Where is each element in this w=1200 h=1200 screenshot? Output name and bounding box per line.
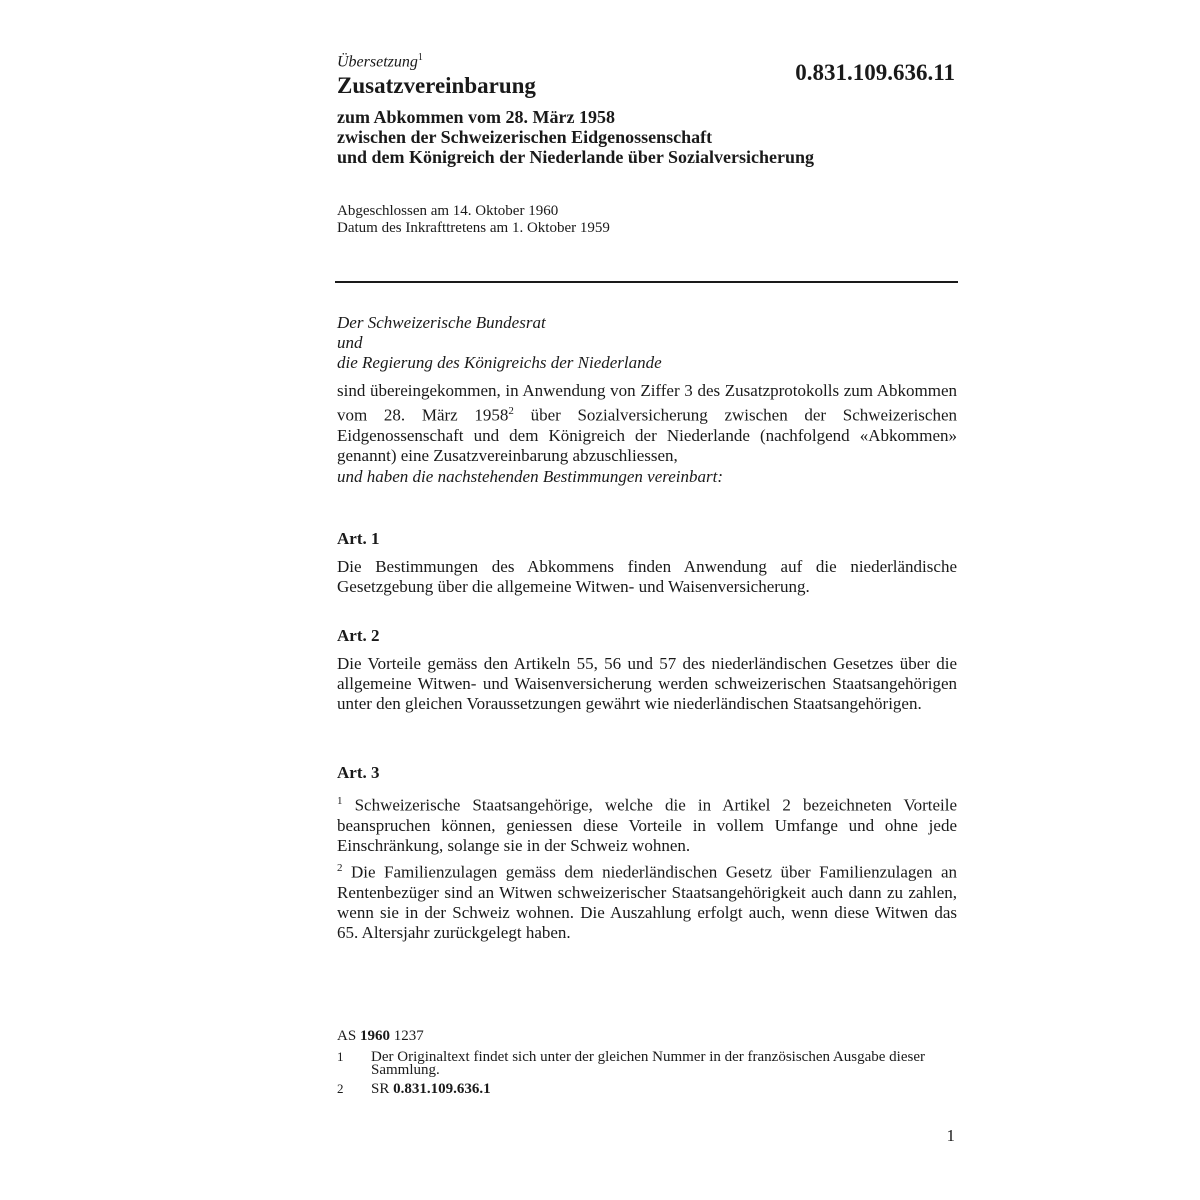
article-1-heading: Art. 1 — [337, 529, 380, 548]
footnote-1-text: Der Originaltext findet sich unter der gleichen Nummer in der französischen Ausgabe dieser Sammlung. — [371, 1049, 925, 1078]
subtitle-line: zum Abkommen vom 28. März 1958 — [337, 107, 615, 127]
footnote-2-text — [371, 1083, 961, 1096]
paragraph-text: Schweizerische Staatsangehörige, welche die in Artikel 2 bezeichneten Vorteile beanspruchen können, geniessen diese Vorteile in vollem Umfange und ohne jede Einschränkung, solange sie in der Schweiz wohnen. — [337, 795, 957, 855]
as-page: 1237 — [393, 1028, 424, 1044]
paragraph-number: 2 — [337, 862, 343, 874]
article-3-paragraph-1 — [337, 791, 957, 856]
footnote-ref-2[interactable]: 2 — [508, 405, 514, 417]
concluded-date: Abgeschlossen am 14. Oktober 1960 — [337, 203, 559, 219]
header-divider — [335, 281, 958, 283]
article-2-paragraph: Die Vorteile gemäss den Artikeln 55, 56 und 57 des niederländischen Gesetzes über die allgemeine Witwen- und Waisenversicherung werden schweizerischen Staatsangehörigen unter den gleichen Voraussetzungen gewährt wie niederländischen Staatsangehörigen. — [337, 654, 957, 713]
footnote-2-prefix: SR — [371, 1081, 390, 1097]
footnote-2-sr-link[interactable]: 0.831.109.636.1 — [393, 1081, 491, 1097]
paragraph-number: 1 — [337, 795, 343, 807]
footnote-2-number: 2 — [337, 1081, 344, 1096]
subtitle-line: zwischen der Schweizerischen Eidgenossenschaft — [337, 127, 713, 147]
preamble-closing: und haben die nachstehenden Bestimmungen vereinbart: — [337, 467, 724, 486]
in-force-date: Datum des Inkrafttretens am 1. Oktober 1959 — [337, 220, 610, 236]
as-year: 1960 — [359, 1028, 390, 1044]
footnote-1-number: 1 — [337, 1049, 344, 1064]
translation-label — [337, 52, 423, 71]
article-3-heading: Art. 3 — [337, 763, 380, 782]
sr-number: 0.831.109.636.11 — [795, 60, 955, 85]
preamble-text-part: über Sozialversicherung zwischen der Schweizerischen Eidgenossenschaft und dem Königreich der Niederlande (nachfolgend «Abkommen» genannt) eine Zusatzvereinbarung abzuschliessen, — [337, 405, 958, 465]
paragraph-text: Die Familienzulagen gemäss dem niederländischen Gesetz über Familienzulagen an Rentenbezüger sind an Witwen schweizerischer Staatsangehörigkeit auch dann zu zahlen, wenn sie in der Schweiz wohnen. Die Auszahlung erfolgt auch, wenn diese Witwen das 65. Altersjahr zurückgelegt haben. — [337, 862, 957, 942]
party-netherlands: die Regierung des Königreichs der Niederlande — [337, 353, 662, 372]
footnote-ref-1[interactable]: 1 — [417, 52, 423, 63]
party-switzerland: Der Schweizerische Bundesrat — [337, 313, 546, 332]
subtitle-line: und dem Königreich der Niederlande über Sozialversicherung — [337, 147, 815, 167]
document-title: Zusatzvereinbarung — [337, 73, 536, 98]
preamble-text-part: sind übereingekommen, in Anwendung von Ziffer 3 des Zusatzprotokolls zum Abkommen vom 28. März 1958 — [337, 381, 957, 425]
document-dates — [337, 203, 610, 237]
document-subtitle — [337, 107, 814, 167]
article-1-paragraph: Die Bestimmungen des Abkommens finden Anwendung auf die niederländische Gesetzgebung über die allgemeine Witwen- und Waisenversicherung. — [337, 557, 957, 596]
party-conjunction: und — [337, 333, 363, 352]
page-number: 1 — [946, 1126, 955, 1145]
official-compilation-ref — [337, 1028, 424, 1045]
article-3-paragraph-2 — [337, 858, 957, 943]
article-2-heading: Art. 2 — [337, 626, 380, 645]
contracting-parties — [337, 313, 662, 373]
translation-text: Übersetzung — [337, 53, 418, 71]
as-prefix: AS — [337, 1028, 357, 1044]
preamble-text — [337, 381, 957, 466]
